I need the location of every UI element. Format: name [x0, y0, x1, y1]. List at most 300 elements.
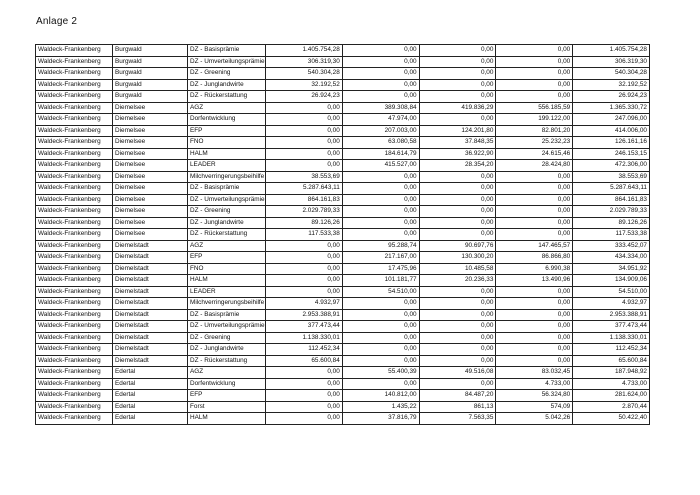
- total-cell: 50.422,40: [573, 413, 650, 425]
- municipality-cell: Diemelsee: [113, 171, 188, 183]
- total-cell: 333.452,07: [573, 240, 650, 252]
- municipality-cell: Diemelstadt: [113, 298, 188, 310]
- amount-cell-4: 82.801,20: [496, 125, 573, 137]
- amount-cell-1: 2.953.388,91: [266, 309, 343, 321]
- municipality-cell: Diemelsee: [113, 102, 188, 114]
- municipality-cell: Diemelsee: [113, 206, 188, 218]
- amount-cell-2: 0,00: [342, 68, 419, 80]
- amount-cell-2: 0,00: [342, 309, 419, 321]
- amount-cell-1: 1.405.754,28: [266, 45, 343, 57]
- municipality-cell: Edertal: [113, 390, 188, 402]
- amount-cell-2: 0,00: [342, 355, 419, 367]
- amount-cell-1: 864.161,83: [266, 194, 343, 206]
- amount-cell-1: 0,00: [266, 401, 343, 413]
- municipality-cell: Diemelsee: [113, 125, 188, 137]
- table-row: [36, 160, 650, 172]
- amount-cell-3: 0,00: [419, 183, 496, 195]
- total-cell: 4.932,97: [573, 298, 650, 310]
- amount-cell-3: 0,00: [419, 91, 496, 103]
- municipality-cell: Diemelstadt: [113, 321, 188, 333]
- measure-cell: AGZ: [188, 240, 266, 252]
- measure-cell: EFP: [188, 125, 266, 137]
- municipality-cell: Edertal: [113, 413, 188, 425]
- measure-cell: DZ - Junglandwirte: [188, 217, 266, 229]
- municipality-cell: Diemelstadt: [113, 344, 188, 356]
- total-cell: 306.319,30: [573, 56, 650, 68]
- amount-cell-3: 0,00: [419, 321, 496, 333]
- total-cell: 112.452,34: [573, 344, 650, 356]
- total-cell: 26.924,23: [573, 91, 650, 103]
- municipality-cell: Diemelsee: [113, 160, 188, 172]
- district-cell: Waldeck-Frankenberg: [36, 194, 113, 206]
- table-row: [36, 194, 650, 206]
- total-cell: 5.287.643,11: [573, 183, 650, 195]
- amount-cell-4: 24.615,46: [496, 148, 573, 160]
- table-row: [36, 114, 650, 126]
- table-row: [36, 68, 650, 80]
- total-cell: 126.161,16: [573, 137, 650, 149]
- amount-cell-3: 124.201,80: [419, 125, 496, 137]
- amount-cell-4: 0,00: [496, 68, 573, 80]
- amount-cell-4: 0,00: [496, 321, 573, 333]
- amount-cell-1: 0,00: [266, 286, 343, 298]
- table-row: [36, 390, 650, 402]
- municipality-cell: Diemelstadt: [113, 252, 188, 264]
- amount-cell-3: 90.697,76: [419, 240, 496, 252]
- funding-table: [35, 44, 650, 425]
- amount-cell-1: 38.553,69: [266, 171, 343, 183]
- district-cell: Waldeck-Frankenberg: [36, 390, 113, 402]
- amount-cell-3: 0,00: [419, 229, 496, 241]
- amount-cell-1: 0,00: [266, 125, 343, 137]
- amount-cell-1: 5.287.643,11: [266, 183, 343, 195]
- amount-cell-4: 25.232,23: [496, 137, 573, 149]
- amount-cell-4: 147.465,57: [496, 240, 573, 252]
- total-cell: 377.473,44: [573, 321, 650, 333]
- total-cell: 1.405.754,28: [573, 45, 650, 57]
- total-cell: 2.953.388,91: [573, 309, 650, 321]
- amount-cell-2: 0,00: [342, 91, 419, 103]
- amount-cell-1: 2.029.789,33: [266, 206, 343, 218]
- municipality-cell: Diemelsee: [113, 229, 188, 241]
- amount-cell-2: 0,00: [342, 194, 419, 206]
- table-row: [36, 137, 650, 149]
- amount-cell-3: 861,13: [419, 401, 496, 413]
- amount-cell-1: 0,00: [266, 252, 343, 264]
- amount-cell-4: 199.122,00: [496, 114, 573, 126]
- measure-cell: Milchverringerungsbeihilfe: [188, 171, 266, 183]
- amount-cell-3: 0,00: [419, 298, 496, 310]
- table-row: [36, 275, 650, 287]
- amount-cell-3: 0,00: [419, 68, 496, 80]
- municipality-cell: Edertal: [113, 378, 188, 390]
- amount-cell-2: 0,00: [342, 45, 419, 57]
- amount-cell-3: 0,00: [419, 344, 496, 356]
- district-cell: Waldeck-Frankenberg: [36, 263, 113, 275]
- total-cell: 2.870,44: [573, 401, 650, 413]
- total-cell: 434.334,00: [573, 252, 650, 264]
- measure-cell: AGZ: [188, 102, 266, 114]
- district-cell: Waldeck-Frankenberg: [36, 183, 113, 195]
- funding-table-body: [36, 45, 650, 425]
- measure-cell: HALM: [188, 148, 266, 160]
- amount-cell-1: 306.319,30: [266, 56, 343, 68]
- amount-cell-2: 55.400,39: [342, 367, 419, 379]
- table-row: [36, 91, 650, 103]
- page-title: Anlage 2: [36, 16, 78, 27]
- amount-cell-1: 0,00: [266, 378, 343, 390]
- amount-cell-4: 0,00: [496, 79, 573, 91]
- amount-cell-3: 0,00: [419, 217, 496, 229]
- measure-cell: Dorfentwicklung: [188, 378, 266, 390]
- table-row: [36, 183, 650, 195]
- amount-cell-4: 13.490,96: [496, 275, 573, 287]
- table-row: [36, 413, 650, 425]
- amount-cell-4: 0,00: [496, 229, 573, 241]
- amount-cell-4: 86.866,80: [496, 252, 573, 264]
- measure-cell: DZ - Basisprämie: [188, 45, 266, 57]
- table-row: [36, 229, 650, 241]
- amount-cell-2: 140.812,00: [342, 390, 419, 402]
- district-cell: Waldeck-Frankenberg: [36, 56, 113, 68]
- amount-cell-1: 1.138.330,01: [266, 332, 343, 344]
- total-cell: 247.096,00: [573, 114, 650, 126]
- table-row: [36, 298, 650, 310]
- municipality-cell: Burgwald: [113, 45, 188, 57]
- district-cell: Waldeck-Frankenberg: [36, 344, 113, 356]
- district-cell: Waldeck-Frankenberg: [36, 367, 113, 379]
- municipality-cell: Diemelstadt: [113, 332, 188, 344]
- total-cell: 65.600,84: [573, 355, 650, 367]
- amount-cell-1: 117.533,38: [266, 229, 343, 241]
- municipality-cell: Diemelstadt: [113, 309, 188, 321]
- amount-cell-2: 17.475,96: [342, 263, 419, 275]
- amount-cell-2: 0,00: [342, 79, 419, 91]
- district-cell: Waldeck-Frankenberg: [36, 125, 113, 137]
- district-cell: Waldeck-Frankenberg: [36, 252, 113, 264]
- amount-cell-1: 0,00: [266, 263, 343, 275]
- measure-cell: DZ - Greening: [188, 68, 266, 80]
- table-row: [36, 45, 650, 57]
- amount-cell-1: 0,00: [266, 148, 343, 160]
- table-row: [36, 148, 650, 160]
- amount-cell-2: 184.614,79: [342, 148, 419, 160]
- district-cell: Waldeck-Frankenberg: [36, 171, 113, 183]
- table-row: [36, 378, 650, 390]
- total-cell: 34.951,92: [573, 263, 650, 275]
- amount-cell-3: 20.236,33: [419, 275, 496, 287]
- district-cell: Waldeck-Frankenberg: [36, 229, 113, 241]
- amount-cell-1: 0,00: [266, 102, 343, 114]
- amount-cell-4: 0,00: [496, 56, 573, 68]
- amount-cell-4: 0,00: [496, 344, 573, 356]
- municipality-cell: Edertal: [113, 367, 188, 379]
- municipality-cell: Burgwald: [113, 91, 188, 103]
- measure-cell: DZ - Greening: [188, 206, 266, 218]
- district-cell: Waldeck-Frankenberg: [36, 298, 113, 310]
- amount-cell-3: 0,00: [419, 332, 496, 344]
- amount-cell-3: 0,00: [419, 309, 496, 321]
- amount-cell-2: 63.080,58: [342, 137, 419, 149]
- amount-cell-4: 0,00: [496, 206, 573, 218]
- district-cell: Waldeck-Frankenberg: [36, 401, 113, 413]
- amount-cell-1: 65.600,84: [266, 355, 343, 367]
- district-cell: Waldeck-Frankenberg: [36, 332, 113, 344]
- district-cell: Waldeck-Frankenberg: [36, 148, 113, 160]
- amount-cell-1: 0,00: [266, 137, 343, 149]
- amount-cell-4: 0,00: [496, 298, 573, 310]
- measure-cell: DZ - Rückerstattung: [188, 229, 266, 241]
- district-cell: Waldeck-Frankenberg: [36, 206, 113, 218]
- amount-cell-2: 0,00: [342, 332, 419, 344]
- total-cell: 1.138.330,01: [573, 332, 650, 344]
- district-cell: Waldeck-Frankenberg: [36, 378, 113, 390]
- amount-cell-2: 37.816,79: [342, 413, 419, 425]
- amount-cell-2: 0,00: [342, 344, 419, 356]
- measure-cell: DZ - Junglandwirte: [188, 79, 266, 91]
- total-cell: 54.510,00: [573, 286, 650, 298]
- table-row: [36, 263, 650, 275]
- municipality-cell: Diemelsee: [113, 194, 188, 206]
- measure-cell: DZ - Junglandwirte: [188, 344, 266, 356]
- table-row: [36, 401, 650, 413]
- municipality-cell: Diemelstadt: [113, 275, 188, 287]
- district-cell: Waldeck-Frankenberg: [36, 355, 113, 367]
- amount-cell-2: 54.510,00: [342, 286, 419, 298]
- amount-cell-4: 0,00: [496, 194, 573, 206]
- amount-cell-3: 84.487,20: [419, 390, 496, 402]
- amount-cell-4: 83.032,45: [496, 367, 573, 379]
- measure-cell: HALM: [188, 413, 266, 425]
- amount-cell-3: 0,00: [419, 206, 496, 218]
- measure-cell: DZ - Greening: [188, 332, 266, 344]
- measure-cell: DZ - Basisprämie: [188, 309, 266, 321]
- measure-cell: DZ - Basisprämie: [188, 183, 266, 195]
- amount-cell-3: 37.848,35: [419, 137, 496, 149]
- amount-cell-2: 0,00: [342, 56, 419, 68]
- amount-cell-3: 28.354,20: [419, 160, 496, 172]
- total-cell: 2.029.789,33: [573, 206, 650, 218]
- total-cell: 134.909,06: [573, 275, 650, 287]
- amount-cell-3: 130.300,20: [419, 252, 496, 264]
- municipality-cell: Edertal: [113, 401, 188, 413]
- measure-cell: DZ - Umverteilungsprämie: [188, 194, 266, 206]
- amount-cell-2: 207.003,00: [342, 125, 419, 137]
- table-row: [36, 79, 650, 91]
- amount-cell-1: 377.473,44: [266, 321, 343, 333]
- municipality-cell: Diemelsee: [113, 183, 188, 195]
- amount-cell-4: 0,00: [496, 171, 573, 183]
- total-cell: 187.948,92: [573, 367, 650, 379]
- amount-cell-2: 389.308,84: [342, 102, 419, 114]
- amount-cell-2: 217.167,00: [342, 252, 419, 264]
- measure-cell: FNO: [188, 137, 266, 149]
- measure-cell: DZ - Rückerstattung: [188, 91, 266, 103]
- amount-cell-1: 0,00: [266, 275, 343, 287]
- amount-cell-2: 0,00: [342, 298, 419, 310]
- municipality-cell: Burgwald: [113, 79, 188, 91]
- amount-cell-4: 0,00: [496, 91, 573, 103]
- table-row: [36, 309, 650, 321]
- municipality-cell: Burgwald: [113, 56, 188, 68]
- district-cell: Waldeck-Frankenberg: [36, 286, 113, 298]
- total-cell: 117.533,38: [573, 229, 650, 241]
- amount-cell-3: 0,00: [419, 171, 496, 183]
- amount-cell-3: 0,00: [419, 378, 496, 390]
- amount-cell-1: 0,00: [266, 413, 343, 425]
- amount-cell-4: 0,00: [496, 286, 573, 298]
- amount-cell-2: 0,00: [342, 183, 419, 195]
- measure-cell: Forst: [188, 401, 266, 413]
- amount-cell-4: 0,00: [496, 217, 573, 229]
- amount-cell-2: 0,00: [342, 206, 419, 218]
- table-row: [36, 125, 650, 137]
- amount-cell-4: 4.733,00: [496, 378, 573, 390]
- municipality-cell: Diemelstadt: [113, 355, 188, 367]
- amount-cell-4: 0,00: [496, 45, 573, 57]
- amount-cell-2: 0,00: [342, 378, 419, 390]
- table-row: [36, 286, 650, 298]
- measure-cell: DZ - Umverteilungsprämie: [188, 321, 266, 333]
- municipality-cell: Diemelsee: [113, 217, 188, 229]
- district-cell: Waldeck-Frankenberg: [36, 275, 113, 287]
- amount-cell-1: 0,00: [266, 390, 343, 402]
- amount-cell-3: 0,00: [419, 114, 496, 126]
- amount-cell-4: 574,09: [496, 401, 573, 413]
- amount-cell-3: 36.922,90: [419, 148, 496, 160]
- measure-cell: AGZ: [188, 367, 266, 379]
- amount-cell-2: 101.181,77: [342, 275, 419, 287]
- total-cell: 1.365.330,72: [573, 102, 650, 114]
- total-cell: 414.006,00: [573, 125, 650, 137]
- district-cell: Waldeck-Frankenberg: [36, 114, 113, 126]
- amount-cell-1: 32.192,52: [266, 79, 343, 91]
- amount-cell-3: 0,00: [419, 194, 496, 206]
- municipality-cell: Diemelsee: [113, 148, 188, 160]
- amount-cell-3: 0,00: [419, 79, 496, 91]
- district-cell: Waldeck-Frankenberg: [36, 137, 113, 149]
- amount-cell-2: 95.288,74: [342, 240, 419, 252]
- amount-cell-4: 0,00: [496, 332, 573, 344]
- amount-cell-3: 0,00: [419, 56, 496, 68]
- district-cell: Waldeck-Frankenberg: [36, 91, 113, 103]
- amount-cell-4: 6.990,38: [496, 263, 573, 275]
- amount-cell-3: 0,00: [419, 286, 496, 298]
- district-cell: Waldeck-Frankenberg: [36, 309, 113, 321]
- measure-cell: LEADER: [188, 286, 266, 298]
- district-cell: Waldeck-Frankenberg: [36, 217, 113, 229]
- total-cell: 246.153,15: [573, 148, 650, 160]
- amount-cell-1: 0,00: [266, 367, 343, 379]
- amount-cell-3: 419.836,29: [419, 102, 496, 114]
- district-cell: Waldeck-Frankenberg: [36, 321, 113, 333]
- municipality-cell: Diemelstadt: [113, 263, 188, 275]
- amount-cell-2: 0,00: [342, 229, 419, 241]
- total-cell: 4.733,00: [573, 378, 650, 390]
- amount-cell-3: 7.563,35: [419, 413, 496, 425]
- measure-cell: Dorfentwicklung: [188, 114, 266, 126]
- amount-cell-1: 0,00: [266, 114, 343, 126]
- amount-cell-2: 1.435,22: [342, 401, 419, 413]
- amount-cell-1: 540.304,28: [266, 68, 343, 80]
- amount-cell-4: 56.324,80: [496, 390, 573, 402]
- measure-cell: EFP: [188, 252, 266, 264]
- table-row: [36, 217, 650, 229]
- measure-cell: DZ - Rückerstattung: [188, 355, 266, 367]
- amount-cell-2: 0,00: [342, 321, 419, 333]
- district-cell: Waldeck-Frankenberg: [36, 160, 113, 172]
- measure-cell: DZ - Umverteilungsprämie: [188, 56, 266, 68]
- total-cell: 281.624,00: [573, 390, 650, 402]
- total-cell: 540.304,28: [573, 68, 650, 80]
- total-cell: 472.306,00: [573, 160, 650, 172]
- amount-cell-1: 26.924,23: [266, 91, 343, 103]
- amount-cell-4: 5.042,26: [496, 413, 573, 425]
- municipality-cell: Diemelsee: [113, 114, 188, 126]
- amount-cell-4: 556.185,59: [496, 102, 573, 114]
- amount-cell-2: 47.974,00: [342, 114, 419, 126]
- measure-cell: LEADER: [188, 160, 266, 172]
- measure-cell: Milchverringerungsbeihilfe: [188, 298, 266, 310]
- amount-cell-1: 89.126,26: [266, 217, 343, 229]
- municipality-cell: Diemelstadt: [113, 286, 188, 298]
- total-cell: 89.126,26: [573, 217, 650, 229]
- total-cell: 32.192,52: [573, 79, 650, 91]
- measure-cell: EFP: [188, 390, 266, 402]
- total-cell: 864.161,83: [573, 194, 650, 206]
- amount-cell-1: 0,00: [266, 160, 343, 172]
- table-row: [36, 171, 650, 183]
- amount-cell-3: 0,00: [419, 45, 496, 57]
- amount-cell-1: 112.452,34: [266, 344, 343, 356]
- table-row: [36, 332, 650, 344]
- table-row: [36, 252, 650, 264]
- table-row: [36, 344, 650, 356]
- amount-cell-1: 4.932,97: [266, 298, 343, 310]
- table-row: [36, 56, 650, 68]
- municipality-cell: Diemelsee: [113, 137, 188, 149]
- district-cell: Waldeck-Frankenberg: [36, 79, 113, 91]
- municipality-cell: Burgwald: [113, 68, 188, 80]
- amount-cell-2: 0,00: [342, 217, 419, 229]
- district-cell: Waldeck-Frankenberg: [36, 45, 113, 57]
- amount-cell-4: 0,00: [496, 309, 573, 321]
- district-cell: Waldeck-Frankenberg: [36, 102, 113, 114]
- amount-cell-3: 10.485,58: [419, 263, 496, 275]
- district-cell: Waldeck-Frankenberg: [36, 413, 113, 425]
- table-row: [36, 102, 650, 114]
- amount-cell-2: 0,00: [342, 171, 419, 183]
- total-cell: 38.553,69: [573, 171, 650, 183]
- table-row: [36, 206, 650, 218]
- amount-cell-4: 0,00: [496, 183, 573, 195]
- measure-cell: HALM: [188, 275, 266, 287]
- amount-cell-4: 0,00: [496, 355, 573, 367]
- amount-cell-3: 49.516,08: [419, 367, 496, 379]
- table-row: [36, 355, 650, 367]
- amount-cell-2: 415.527,00: [342, 160, 419, 172]
- measure-cell: FNO: [188, 263, 266, 275]
- municipality-cell: Diemelstadt: [113, 240, 188, 252]
- district-cell: Waldeck-Frankenberg: [36, 68, 113, 80]
- district-cell: Waldeck-Frankenberg: [36, 240, 113, 252]
- table-row: [36, 321, 650, 333]
- amount-cell-3: 0,00: [419, 355, 496, 367]
- table-row: [36, 367, 650, 379]
- table-row: [36, 240, 650, 252]
- amount-cell-4: 28.424,80: [496, 160, 573, 172]
- amount-cell-1: 0,00: [266, 240, 343, 252]
